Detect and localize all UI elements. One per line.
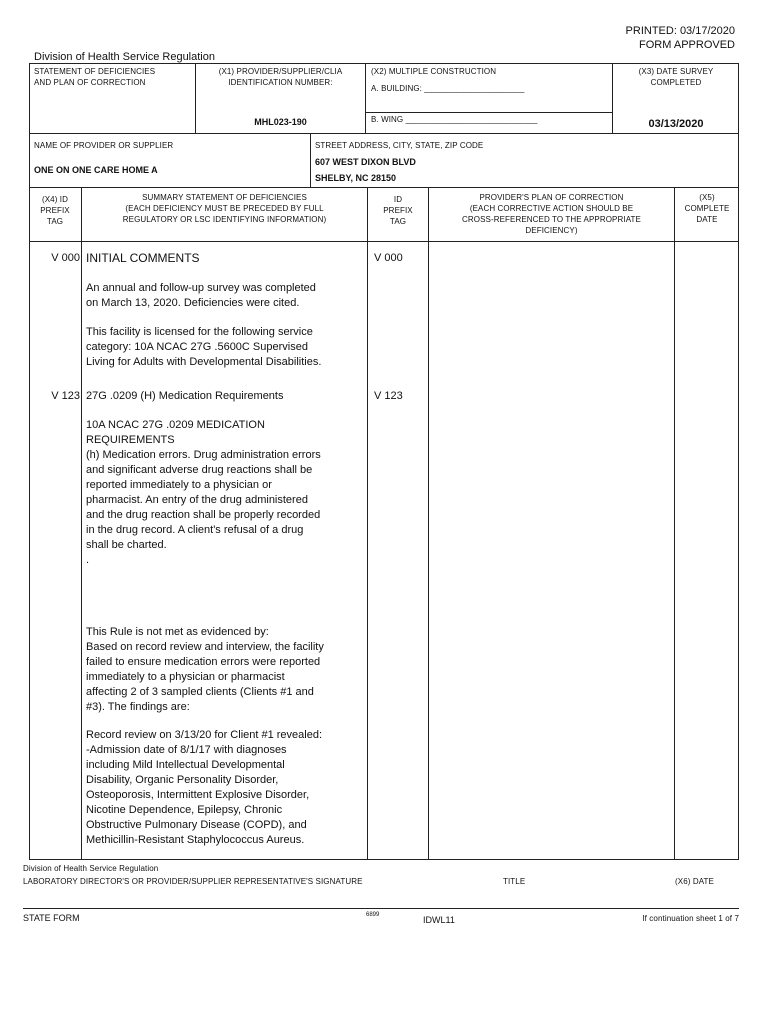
x2-building: A. BUILDING: ______________________ (371, 84, 525, 93)
record-review-paragraph: Record review on 3/13/20 for Client #1 revealed: -Admission date of 8/1/17 with diagnoses including Mild Intellectual Developmental Disability, Organic Personality Disorder, Osteoporosis, Intermittent Explosive Disorder, Nicotine Dependence, Epilepsy, Chronic Obstructive Pulmonary Disease (COPD), and Methicillin-Resistant Staphylococcus Aureus. (86, 729, 323, 846)
rule-not-met-paragraph: This Rule is not met as evidenced by: Based on record review and interview, the facility failed to ensure medication errors were reported immediately to a physician or pharmacist affecting 2 of 3 sampled clients (Clients #1 and #3). The findings are: (86, 626, 324, 713)
medication-title: 27G .0209 (H) Medication Requirements (86, 390, 284, 402)
license-paragraph: This facility is licensed for the following service category: 10A NCAC 27G .5600C Supervised Living for Adults with Developmental Disabilities. (86, 326, 322, 368)
provider-name-label: NAME OF PROVIDER OR SUPPLIER (34, 141, 174, 150)
prefix-tag: V 123 (51, 390, 80, 402)
state-form-label: STATE FORM (23, 913, 80, 923)
id-prefix-tag: V 123 (374, 390, 403, 402)
statement-label: STATEMENT OF DEFICIENCIES AND PLAN OF CORRECTION (34, 67, 156, 87)
initial-comments-title: INITIAL COMMENTS (86, 251, 200, 265)
address-label: STREET ADDRESS, CITY, STATE, ZIP CODE (315, 141, 484, 150)
plan-heading: PROVIDER'S PLAN OF CORRECTION (EACH CORRECTIVE ACTION SHOULD BE CROSS-REFERENCED TO THE APPROPRIATE DEFICIENCY) (462, 193, 641, 235)
survey-paragraph: An annual and follow-up survey was completed on March 13, 2020. Deficiencies were cited. (86, 282, 316, 309)
id-prefix-tag: V 000 (374, 252, 403, 264)
provider-name: ONE ON ONE CARE HOME A (34, 165, 158, 175)
continuation-label: If continuation sheet 1 of 7 (642, 914, 739, 923)
prefix-tag: V 000 (51, 252, 80, 264)
regulation-paragraph: 10A NCAC 27G .0209 MEDICATION REQUIREMENTS (h) Medication errors. Drug administration errors and significant adverse drug reactions shall be reported immediately to a physician or pharmacist. An entry of the drug administered and the drug reaction shall be properly recorded in the drug record. A client's refusal of a drug shall be charted. . (86, 419, 321, 566)
address-line2: SHELBY, NC 28150 (315, 173, 397, 183)
signature-label: LABORATORY DIRECTOR'S OR PROVIDER/SUPPLIER REPRESENTATIVE'S SIGNATURE (23, 877, 363, 886)
x4-heading: (X4) ID PREFIX TAG (40, 195, 70, 226)
x1-label: (X1) PROVIDER/SUPPLIER/CLIA IDENTIFICATION NUMBER: (218, 67, 343, 87)
printed-date: PRINTED: 03/17/2020 (625, 25, 735, 37)
x1-value: MHL023-190 (254, 117, 307, 127)
footer-division: Division of Health Service Regulation (23, 864, 159, 873)
x3-label: (X3) DATE SURVEY COMPLETED (638, 67, 714, 87)
id-heading: ID PREFIX TAG (383, 195, 413, 226)
date-label: (X6) DATE (675, 877, 714, 886)
title-label: TITLE (503, 877, 526, 886)
x3-value: 03/13/2020 (648, 118, 704, 130)
division-title: Division of Health Service Regulation (34, 51, 215, 63)
summary-heading: SUMMARY STATEMENT OF DEFICIENCIES (EACH DEFICIENCY MUST BE PRECEDED BY FULL REGULATORY OR LSC IDENTIFYING INFORMATION) (122, 193, 327, 224)
form-number: 6899 (366, 912, 380, 918)
x2-wing: B. WING _____________________________ (371, 115, 538, 124)
x2-label: (X2) MULTIPLE CONSTRUCTION (371, 67, 497, 76)
x5-heading: (X5) COMPLETE DATE (684, 193, 730, 224)
address-line1: 607 WEST DIXON BLVD (315, 157, 416, 167)
form-code: IDWL11 (423, 915, 455, 925)
form-approved: FORM APPROVED (639, 39, 735, 51)
